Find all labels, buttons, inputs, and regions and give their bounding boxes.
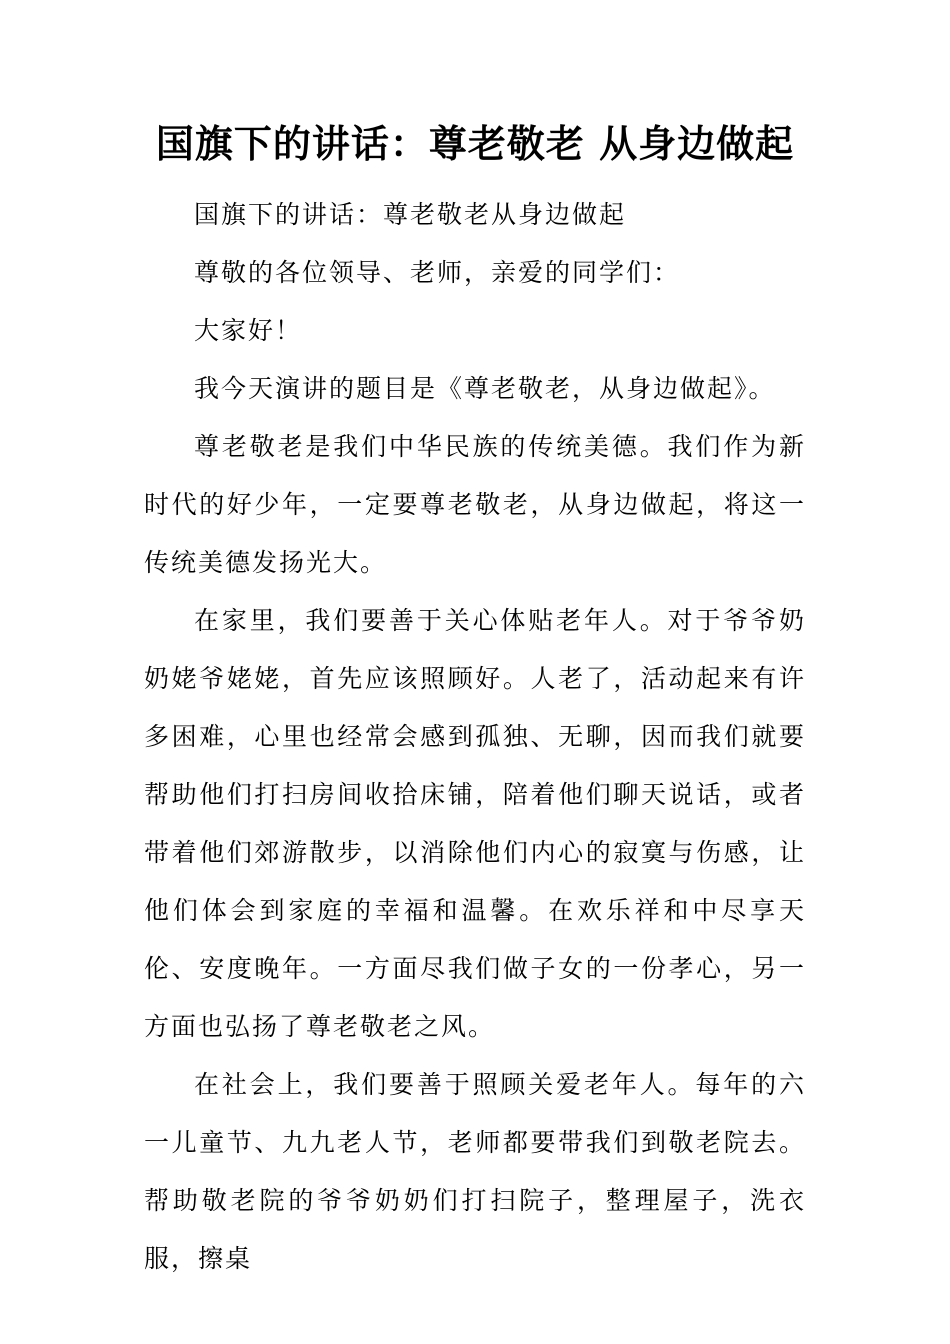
paragraph-subtitle: 国旗下的讲话：尊老敬老从身边做起	[194, 200, 627, 229]
paragraph-salutation: 尊敬的各位领导、老师，亲爱的同学们：	[194, 258, 681, 287]
document-body	[144, 186, 806, 1288]
document-title: 国旗下的讲话：尊老敬老 从身边做起	[155, 121, 795, 166]
paragraph-at-home: 在家里，我们要善于关心体贴老年人。对于爷爷奶奶姥爷姥姥，首先应该照顾好。人老了，活动起来有许多困难，心里也经常会感到孤独、无聊，因而我们就要帮助他们打扫房间收拾床铺，陪着他们聊天说话，或者带着他们郊游散步，以消除他们内心的寂寞与伤感，让他们体会到家庭的幸福和温馨。在欢乐祥和中尽享天伦、安度晚年。一方面尽我们做子女的一份孝心，另一方面也弘扬了尊老敬老之风。	[144, 606, 806, 1041]
paragraph-tradition: 尊老敬老是我们中华民族的传统美德。我们作为新时代的好少年，一定要尊老敬老，从身边做起，将这一传统美德发扬光大。	[144, 432, 806, 577]
paragraph-in-society: 在社会上，我们要善于照顾关爱老年人。每年的六一儿童节、九九老人节，老师都要带我们到敬老院去。帮助敬老院的爷爷奶奶们打扫院子，整理屋子，洗衣服，擦桌	[144, 1070, 806, 1273]
paragraph-greeting: 大家好！	[194, 316, 303, 345]
paragraph-topic: 我今天演讲的题目是《尊老敬老，从身边做起》。	[194, 374, 776, 403]
